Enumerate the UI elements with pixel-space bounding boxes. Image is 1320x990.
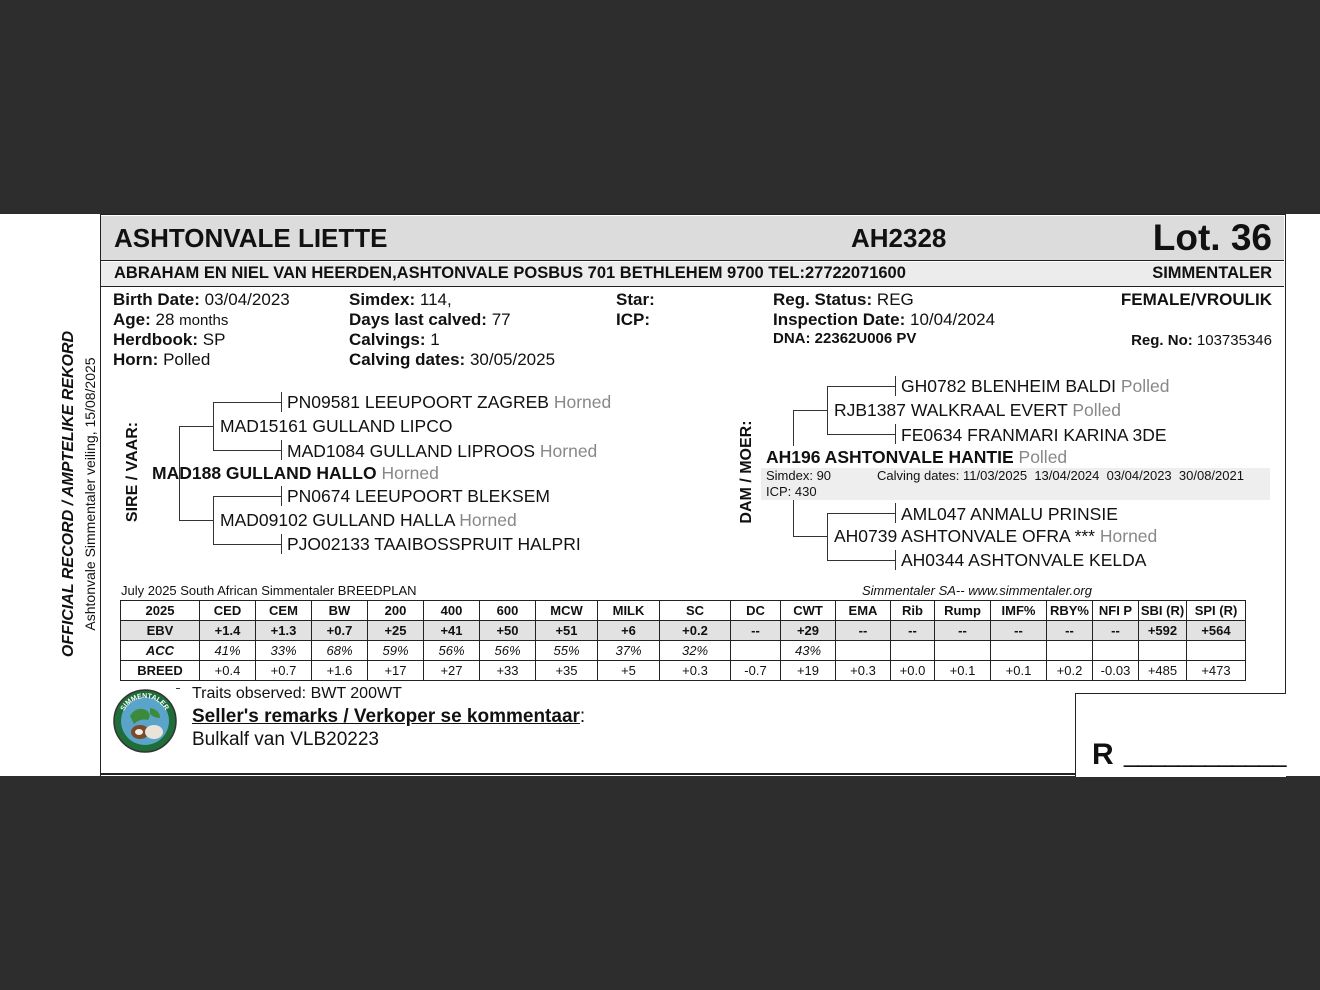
ebv-cell: -0.03 bbox=[1093, 661, 1139, 681]
dam-sire: RJB1387 WALKRAAL EVERT Polled bbox=[834, 400, 1121, 420]
animal-name: ASHTONVALE LIETTE bbox=[114, 223, 388, 253]
ebv-cell: +0.3 bbox=[660, 661, 731, 681]
reg-no: Reg. No: 103735346 bbox=[1131, 332, 1272, 349]
ebv-cell: 400 bbox=[424, 601, 480, 621]
ebv-cell: EBV bbox=[121, 621, 200, 641]
remarks-text: Bulkalf van VLB20223 bbox=[192, 729, 379, 750]
sire-dam-dam: PJO02133 TAAIBOSSPRUIT HALPRI bbox=[287, 534, 581, 554]
ebv-cell: EMA bbox=[836, 601, 891, 621]
ebv-cell: CED bbox=[200, 601, 256, 621]
card-bottom-border bbox=[100, 773, 1076, 775]
remarks-heading: Seller's remarks / Verkoper se kommentaar: bbox=[192, 706, 586, 727]
ebv-cell: 600 bbox=[480, 601, 536, 621]
ebv-cell: 41% bbox=[200, 641, 256, 661]
ebv-cell: +0.1 bbox=[991, 661, 1047, 681]
sex: FEMALE/VROULIK bbox=[1120, 290, 1272, 309]
ebv-cell bbox=[1093, 641, 1139, 661]
logo-text: SIMMENTALER bbox=[119, 692, 170, 713]
ebv-cell: MCW bbox=[536, 601, 598, 621]
ebv-cell: RBY% bbox=[1047, 601, 1093, 621]
ebv-cell: +473 bbox=[1187, 661, 1246, 681]
ebv-cell: -0.7 bbox=[731, 661, 781, 681]
ebv-cell bbox=[731, 641, 781, 661]
calvings: Calvings: 1 bbox=[349, 330, 440, 349]
ebv-cell: BW bbox=[312, 601, 368, 621]
ebv-cell bbox=[935, 641, 991, 661]
ebv-cell bbox=[1047, 641, 1093, 661]
ebv-cell: +19 bbox=[781, 661, 836, 681]
ebv-cell: +1.3 bbox=[256, 621, 312, 641]
ebv-cell: +35 bbox=[536, 661, 598, 681]
lot-number: Lot. 36 bbox=[1152, 217, 1272, 258]
title-bar bbox=[101, 216, 1284, 261]
ebv-cell: Rib bbox=[891, 601, 935, 621]
ebv-cell: 32% bbox=[660, 641, 731, 661]
ebv-cell: 37% bbox=[598, 641, 660, 661]
ebv-cell: +27 bbox=[424, 661, 480, 681]
ebv-cell: 55% bbox=[536, 641, 598, 661]
sire-dam-sire: PN0674 LEEUPOORT BLEKSEM bbox=[287, 486, 550, 506]
ebv-cell: -- bbox=[731, 621, 781, 641]
sire-sire-dam: MAD1084 GULLAND LIPROOS Horned bbox=[287, 441, 598, 461]
breed-avg-row bbox=[121, 661, 1246, 681]
ebv-cell: CEM bbox=[256, 601, 312, 621]
sire-sire: MAD15161 GULLAND LIPCO bbox=[220, 416, 453, 436]
ebv-cell: +17 bbox=[368, 661, 424, 681]
reg-status: Reg. Status: REG bbox=[773, 290, 914, 309]
ebv-cell: 56% bbox=[424, 641, 480, 661]
ebv-cell: 43% bbox=[781, 641, 836, 661]
ebv-cell: SPI (R) bbox=[1187, 601, 1246, 621]
ebv-cell: +0.7 bbox=[256, 661, 312, 681]
auction-label: Ashtonvale Simmentaler veiling, 15/08/2025 bbox=[82, 357, 98, 631]
dam-icp: ICP: 430 bbox=[766, 484, 817, 499]
icp-label: ICP: bbox=[616, 310, 650, 329]
ebv-cell: +0.2 bbox=[1047, 661, 1093, 681]
traits-observed: Traits observed: BWT 200WT bbox=[192, 685, 402, 702]
horn-status: Horn: Polled bbox=[113, 350, 211, 369]
ebv-cell bbox=[991, 641, 1047, 661]
ebv-cell: ACC bbox=[121, 641, 200, 661]
dam-simdex: Simdex: 90 bbox=[766, 468, 832, 483]
ebv-row bbox=[121, 621, 1246, 641]
ebv-cell: DC bbox=[731, 601, 781, 621]
ebv-cell: -- bbox=[935, 621, 991, 641]
ebv-header-row bbox=[121, 601, 1246, 621]
ebv-cell: 56% bbox=[480, 641, 536, 661]
simmentaler-logo bbox=[112, 688, 178, 754]
dam-dam-sire: AML047 ANMALU PRINSIE bbox=[901, 504, 1118, 524]
dam-sire-sire: GH0782 BLENHEIM BALDI Polled bbox=[901, 376, 1170, 396]
dna: DNA: 22362U006 PV bbox=[773, 330, 917, 347]
official-record-label: OFFICIAL RECORD / AMPTELIKE REKORD bbox=[60, 330, 77, 658]
ebv-cell: +51 bbox=[536, 621, 598, 641]
inspection-date: Inspection Date: 10/04/2024 bbox=[773, 310, 996, 329]
ebv-cell: +41 bbox=[424, 621, 480, 641]
sire-dam: MAD09102 GULLAND HALLA Horned bbox=[220, 510, 517, 530]
acc-row bbox=[121, 641, 1246, 661]
bid-r-label: R bbox=[1092, 738, 1114, 771]
simdex: Simdex: 114, bbox=[349, 290, 452, 309]
ebv-cell: +592 bbox=[1139, 621, 1187, 641]
ebv-cell: +0.0 bbox=[891, 661, 935, 681]
dam-sire-dam: FE0634 FRANMARI KARINA 3DE bbox=[901, 425, 1167, 445]
owner-bar bbox=[101, 262, 1284, 287]
ebv-cell: Rump bbox=[935, 601, 991, 621]
breedplan-title: July 2025 South African Simmentaler BREEDPLAN bbox=[121, 583, 417, 598]
ebv-cell: -- bbox=[1093, 621, 1139, 641]
ebv-cell: IMF% bbox=[991, 601, 1047, 621]
ebv-cell: BREED bbox=[121, 661, 200, 681]
bid-box bbox=[1075, 693, 1286, 777]
ebv-cell: +0.1 bbox=[935, 661, 991, 681]
ebv-cell: SC bbox=[660, 601, 731, 621]
ebv-cell: +29 bbox=[781, 621, 836, 641]
dam-dam-dam: AH0344 ASHTONVALE KELDA bbox=[901, 550, 1147, 570]
animal-code: AH2328 bbox=[851, 223, 947, 253]
ebv-cell: +0.7 bbox=[312, 621, 368, 641]
ebv-cell: NFI P bbox=[1093, 601, 1139, 621]
ebv-cell: -- bbox=[891, 621, 935, 641]
dam-label: DAM / MOER: bbox=[738, 420, 755, 524]
ebv-cell: +5 bbox=[598, 661, 660, 681]
ebv-cell: +564 bbox=[1187, 621, 1246, 641]
ebv-cell: +6 bbox=[598, 621, 660, 641]
star-label: Star: bbox=[616, 290, 655, 309]
ebv-cell: +0.2 bbox=[660, 621, 731, 641]
ebv-cell: 68% bbox=[312, 641, 368, 661]
dam-dam: AH0739 ASHTONVALE OFRA *** Horned bbox=[834, 526, 1158, 546]
sire-label: SIRE / VAAR: bbox=[124, 421, 141, 523]
dam: AH196 ASHTONVALE HANTIE Polled bbox=[766, 447, 1068, 467]
ebv-table bbox=[120, 600, 1246, 681]
ebv-cell: +1.4 bbox=[200, 621, 256, 641]
calving-dates: Calving dates: 30/05/2025 bbox=[349, 350, 556, 369]
ebv-cell: +0.4 bbox=[200, 661, 256, 681]
owner-details: ABRAHAM EN NIEL VAN HEERDEN,ASHTONVALE POSBUS 701 BETHLEHEM 9700 TEL:27722071600 bbox=[114, 264, 906, 282]
dam-calving-dates: Calving dates: 11/03/2025 13/04/2024 03/04/2023 30/08/2021 bbox=[877, 468, 1244, 483]
birth-date: Birth Date: 03/04/2023 bbox=[113, 290, 290, 309]
sire: MAD188 GULLAND HALLO Horned bbox=[152, 463, 439, 483]
bid-line[interactable]: ____________ bbox=[1124, 738, 1286, 768]
herdbook: Herdbook: SP bbox=[113, 330, 226, 349]
ebv-cell: MILK bbox=[598, 601, 660, 621]
ebv-cell: CWT bbox=[781, 601, 836, 621]
ebv-cell: +485 bbox=[1139, 661, 1187, 681]
ebv-cell: 33% bbox=[256, 641, 312, 661]
ebv-cell: -- bbox=[1047, 621, 1093, 641]
ebv-cell bbox=[1139, 641, 1187, 661]
ebv-cell bbox=[836, 641, 891, 661]
sire-sire-sire: PN09581 LEEUPOORT ZAGREB Horned bbox=[287, 392, 612, 412]
breedplan-source: Simmentaler SA-- www.simmentaler.org bbox=[862, 583, 1092, 598]
ebv-cell bbox=[1187, 641, 1246, 661]
ebv-cell: +25 bbox=[368, 621, 424, 641]
age: Age: 28 months bbox=[113, 310, 229, 329]
ebv-cell: SBI (R) bbox=[1139, 601, 1187, 621]
ebv-cell bbox=[891, 641, 935, 661]
ebv-cell: +1.6 bbox=[312, 661, 368, 681]
ebv-cell: 59% bbox=[368, 641, 424, 661]
breed-name: SIMMENTALER bbox=[1152, 264, 1272, 282]
ebv-cell: -- bbox=[836, 621, 891, 641]
ebv-cell: -- bbox=[991, 621, 1047, 641]
ebv-cell: +33 bbox=[480, 661, 536, 681]
ebv-cell: +0.3 bbox=[836, 661, 891, 681]
ebv-cell: 200 bbox=[368, 601, 424, 621]
ebv-cell: +50 bbox=[480, 621, 536, 641]
days-last-calved: Days last calved: 77 bbox=[349, 310, 511, 329]
ebv-cell: 2025 bbox=[121, 601, 200, 621]
